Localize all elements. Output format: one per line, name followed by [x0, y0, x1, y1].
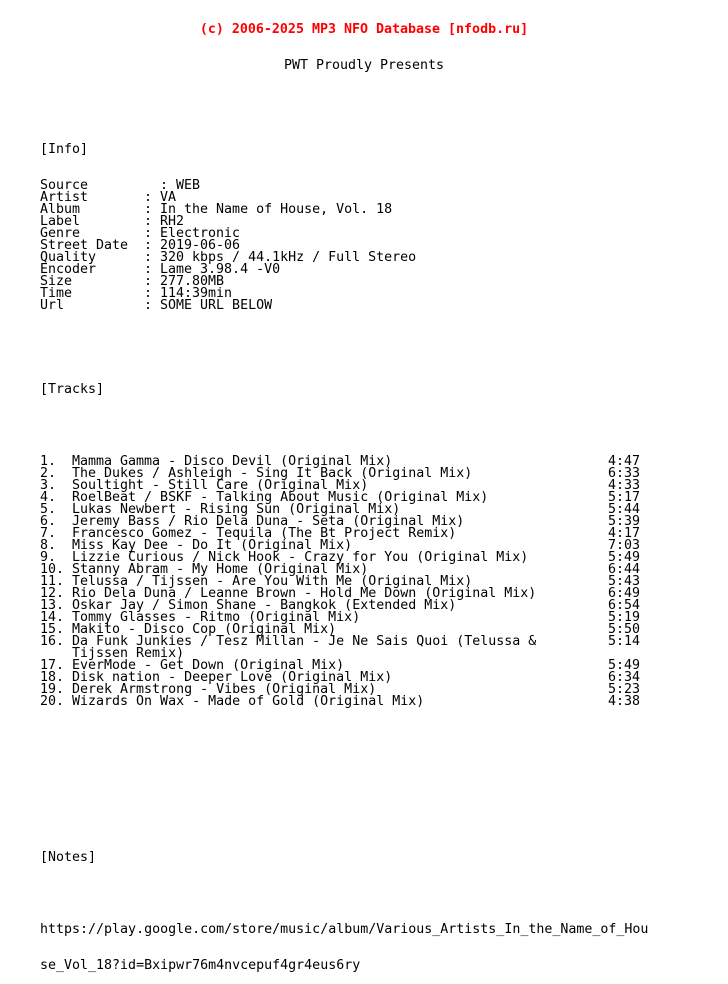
info-key: Street Date [40, 238, 129, 253]
info-value: : 114:39min [144, 286, 233, 301]
track-dur: 6:49 [608, 586, 641, 601]
track-row [0, 672, 728, 684]
track-title: Mamma Gamma - Disco Devil (Original Mix) [72, 454, 393, 469]
info-value: : In the Name of House, Vol. 18 [144, 202, 393, 217]
track-dur: 5:14 [608, 634, 641, 649]
track-title: Jeremy Bass / Rio Dela Duna - Seta (Original Mix) [72, 514, 465, 529]
track-title: Da Funk Junkies / Tesz Millan - Je Ne Sais Quoi (Telussa & [72, 634, 537, 649]
info-key: Album [40, 202, 81, 217]
info-key: Genre [40, 226, 81, 241]
track-list [0, 456, 728, 708]
info-row [0, 252, 728, 264]
track-dur: 5:39 [608, 514, 641, 529]
track-num: 15. [40, 622, 65, 637]
track-title: EverMode - Get Down (Original Mix) [72, 658, 345, 673]
blank-line [0, 96, 728, 108]
info-value: : 320 kbps / 44.1kHz / Full Stereo [144, 250, 417, 265]
notes-url-line-2[interactable]: se_Vol_18?id=Bxipwr76m4nvcepuf4gr4eus6ry [40, 958, 361, 973]
notes-section-label: [Notes] [40, 850, 97, 865]
info-row [0, 264, 728, 276]
track-num: 9. [40, 550, 57, 565]
info-value: : Electronic [144, 226, 241, 241]
track-row [0, 660, 728, 672]
track-dur: 5:19 [608, 610, 641, 625]
track-title: The Dukes / Ashleigh - Sing It Back (Original Mix) [72, 466, 473, 481]
track-num: 19. [40, 682, 65, 697]
track-num: 5. [40, 502, 57, 517]
track-title: Tommy Glasses - Ritmo (Original Mix) [72, 610, 361, 625]
track-dur: 6:34 [608, 670, 641, 685]
track-title: Disk nation - Deeper Love (Original Mix) [72, 670, 393, 685]
info-value: : VA [144, 190, 177, 205]
track-num: 10. [40, 562, 65, 577]
track-num: 14. [40, 610, 65, 625]
track-title: Makito - Disco Cop (Original Mix) [72, 622, 337, 637]
info-key: Time [40, 286, 73, 301]
track-num: 20. [40, 694, 65, 709]
info-row [0, 276, 728, 288]
track-dur: 4:38 [608, 694, 641, 709]
copyright-header: (c) 2006-2025 MP3 NFO Database [nfodb.ru] [199, 22, 529, 37]
track-dur: 5:44 [608, 502, 641, 517]
info-value: : SOME URL BELOW [144, 298, 273, 313]
track-num: 17. [40, 658, 65, 673]
track-row [0, 636, 728, 648]
blank-line [0, 348, 728, 360]
track-num: 8. [40, 538, 57, 553]
presents-line: PWT Proudly Presents [283, 58, 445, 73]
track-num: 12. [40, 586, 65, 601]
blank-line [0, 888, 728, 900]
info-value: : Lame 3.98.4 -V0 [144, 262, 281, 277]
track-row [0, 624, 728, 636]
track-dur: 5:23 [608, 682, 641, 697]
track-dur: 4:47 [608, 454, 641, 469]
track-dur: 6:54 [608, 598, 641, 613]
info-row [0, 216, 728, 228]
track-dur: 5:49 [608, 550, 641, 565]
track-dur: 7:03 [608, 538, 641, 553]
track-title: Lizzie Curious / Nick Hook - Crazy for You (Original Mix) [72, 550, 529, 565]
track-dur: 4:17 [608, 526, 641, 541]
track-title: Tijssen Remix) [72, 646, 185, 661]
notes-url-line-1[interactable]: https://play.google.com/store/music/album/Various_Artists_In_the_Name_of_Hou [40, 922, 649, 937]
info-key: Label [40, 214, 81, 229]
info-row [0, 180, 728, 192]
blank-line [0, 780, 728, 792]
info-row [0, 300, 728, 312]
info-value: : 2019-06-06 [144, 238, 241, 253]
tracks-section-label: [Tracks] [40, 382, 105, 397]
track-dur: 5:17 [608, 490, 641, 505]
track-num: 13. [40, 598, 65, 613]
track-dur: 5:50 [608, 622, 641, 637]
track-dur: 5:49 [608, 658, 641, 673]
blank-line [0, 816, 728, 828]
info-key: Encoder [40, 262, 97, 277]
track-title: Wizards On Wax - Made of Gold (Original Mix) [72, 694, 425, 709]
track-title: Derek Armstrong - Vibes (Original Mix) [72, 682, 377, 697]
track-title: Lukas Newbert - Rising Sun (Original Mix) [72, 502, 401, 517]
track-num: 7. [40, 526, 57, 541]
info-section-label: [Info] [40, 142, 89, 157]
track-dur: 5:43 [608, 574, 641, 589]
info-row [0, 288, 728, 300]
track-dur: 6:44 [608, 562, 641, 577]
track-num: 2. [40, 466, 57, 481]
track-row [0, 648, 728, 660]
track-num: 11. [40, 574, 65, 589]
track-row [0, 684, 728, 696]
info-value: : WEB [144, 178, 201, 193]
track-num: 18. [40, 670, 65, 685]
info-key: Url [40, 298, 65, 313]
track-title: Soultight - Still Care (Original Mix) [72, 478, 369, 493]
info-rows [0, 180, 728, 312]
track-row [0, 612, 728, 624]
info-value: : 277.80MB [144, 274, 225, 289]
track-title: Rio Dela Duna / Leanne Brown - Hold Me Down (Original Mix) [72, 586, 537, 601]
info-row [0, 204, 728, 216]
track-dur: 4:33 [608, 478, 641, 493]
track-num: 4. [40, 490, 57, 505]
info-value: : RH2 [144, 214, 185, 229]
blank-line [0, 744, 728, 756]
track-title: Telussa / Tijssen - Are You With Me (Original Mix) [72, 574, 473, 589]
track-title: Stanny Abram - My Home (Original Mix) [72, 562, 369, 577]
track-title: RoelBeat / BSKF - Talking About Music (Original Mix) [72, 490, 489, 505]
track-num: 3. [40, 478, 57, 493]
info-key: Artist [40, 190, 89, 205]
track-dur: 6:33 [608, 466, 641, 481]
info-key: Size [40, 274, 73, 289]
track-title: Miss Kay Dee - Do It (Original Mix) [72, 538, 353, 553]
track-num: 6. [40, 514, 57, 529]
info-key: Quality [40, 250, 97, 265]
track-num: 1. [40, 454, 57, 469]
track-num: 16. [40, 634, 65, 649]
track-row [0, 696, 728, 708]
info-key: Source [40, 178, 153, 193]
track-title: Francesco Gomez - Tequila (The Bt Project Remix) [72, 526, 457, 541]
track-title: Oskar Jay / Simon Shane - Bangkok (Extended Mix) [72, 598, 457, 613]
blank-line [0, 420, 728, 432]
